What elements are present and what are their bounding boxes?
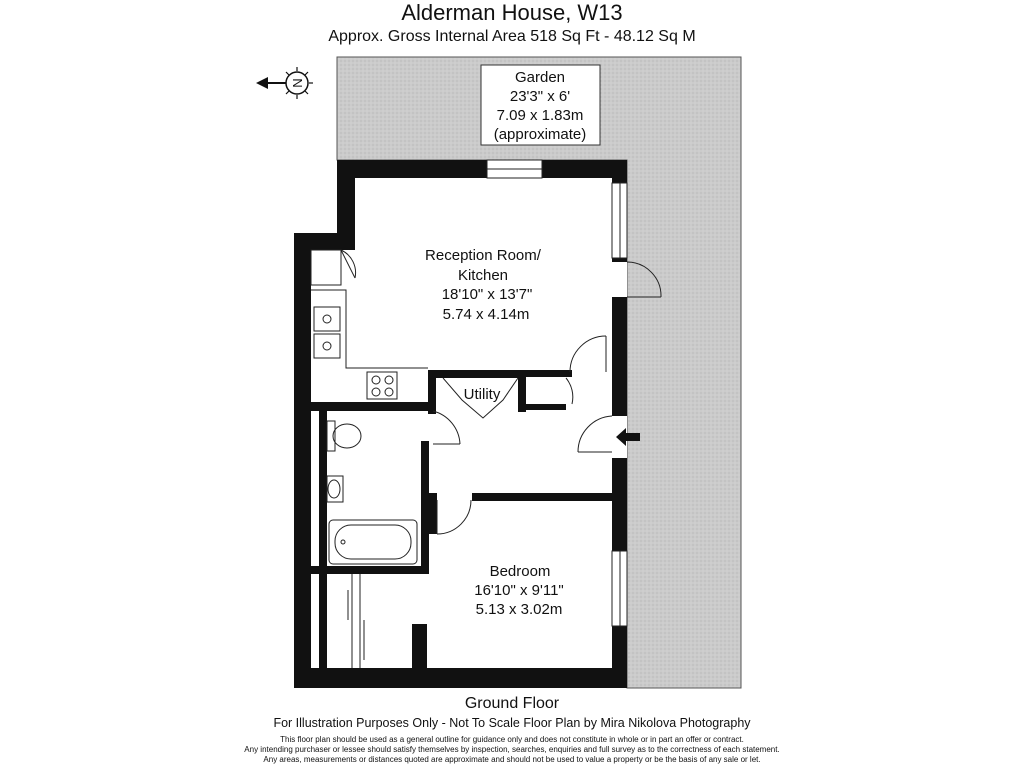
reception-name: Reception Room/ [425, 247, 541, 264]
bathroom-fittings [327, 421, 417, 564]
utility-name: Utility [463, 386, 501, 403]
floor-label: Ground Floor [464, 695, 560, 712]
garden-imperial: 23'3" x 6' [509, 88, 571, 105]
wardrobe [348, 574, 364, 668]
bedroom-metric: 5.13 x 3.02m [475, 601, 563, 618]
disclaimer-line-2: Any intending purchaser or lessee should satisfy themselves by inspection, searches, enquiries and full survey as to the correctness of each statement. [244, 745, 780, 754]
reception-imperial: 18'10" x 13'7" [441, 286, 533, 303]
illustration-notice: For Illustration Purposes Only - Not To Scale Floor Plan by Mira Nikolova Photography [273, 716, 751, 730]
gross-area: Approx. Gross Internal Area 518 Sq Ft - 48.12 Sq M [328, 28, 696, 45]
north-compass-icon [256, 67, 313, 99]
bedroom-name: Bedroom [489, 563, 551, 580]
reception-metric: 5.74 x 4.14m [442, 306, 530, 323]
compass-letter: N [290, 78, 305, 88]
kitchen-counter [311, 290, 428, 399]
cupboard-door [311, 250, 356, 285]
disclaimer-line-1: This floor plan should be used as a general outline for guidance only and does not constitute in whole or in part an offer or contract. [280, 735, 744, 744]
reception-name-2: Kitchen [457, 267, 509, 284]
garden-note: (approximate) [493, 126, 587, 143]
bedroom-imperial: 16'10" x 9'11" [474, 582, 564, 599]
garden-metric: 7.09 x 1.83m [496, 107, 584, 124]
garden-name: Garden [514, 69, 566, 86]
disclaimer-line-3: Any areas, measurements or distances quoted are approximate and should not be used to value a property or be the basis of any sale or let. [263, 755, 761, 764]
plan-title: Alderman House, W13 [401, 0, 623, 25]
